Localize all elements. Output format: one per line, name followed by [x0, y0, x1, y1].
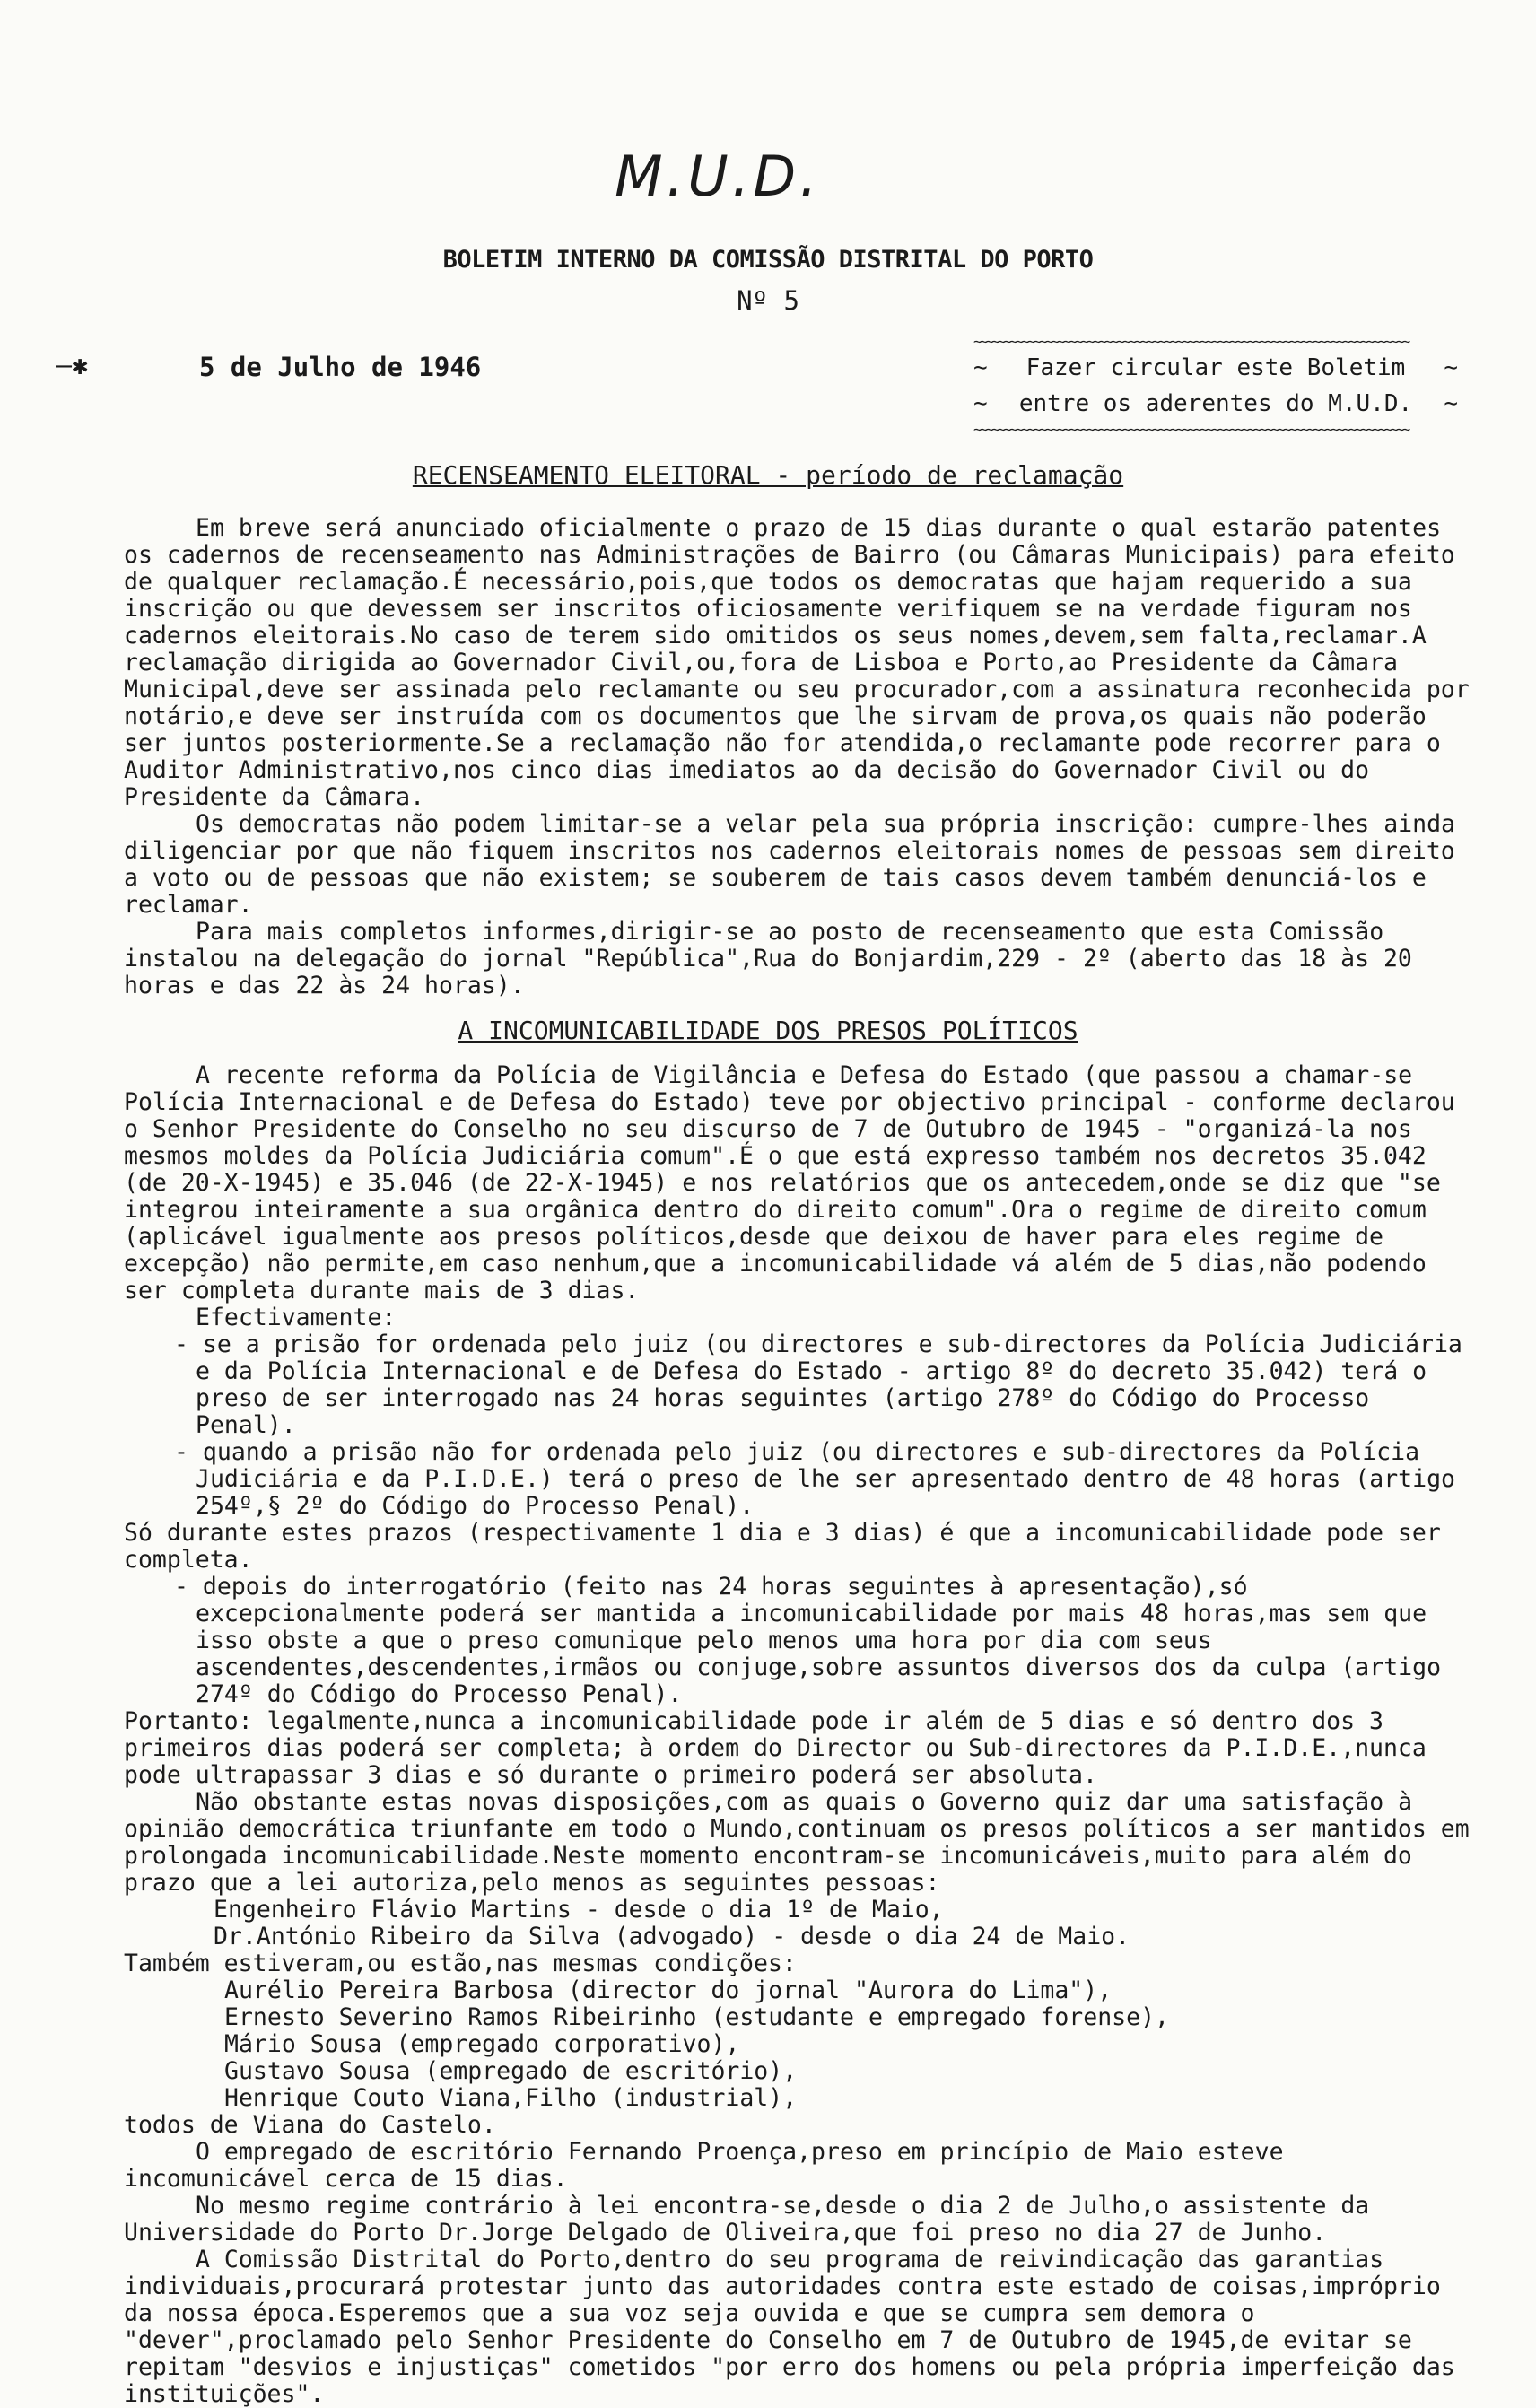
- section-incomunicabilidade-body: [124, 1062, 1474, 2408]
- issue-number: Nº 5: [737, 285, 799, 316]
- paragraph: Também estiveram,ou estão,nas mesmas condições:: [124, 1950, 797, 1977]
- section-recenseamento-body: [124, 515, 1474, 999]
- wavy-border-top: ∼∼∼∼∼∼∼∼∼∼∼∼∼∼∼∼∼∼∼∼∼∼∼∼∼∼∼∼∼∼∼∼∼∼∼∼∼∼∼∼∼∼∼∼∼∼∼∼∼∼∼∼∼∼∼∼∼∼∼∼∼∼∼∼∼∼∼∼∼∼∼∼∼: [973, 334, 1409, 350]
- list-item: Gustavo Sousa (empregado de escritório),: [224, 2057, 798, 2085]
- issue-date: 5 de Julho de 1946: [199, 352, 482, 382]
- document-title: M.U.D.: [615, 144, 821, 209]
- paragraph: No mesmo regime contrário à lei encontra-se,desde o dia 2 de Julho,o assistente da Universidade do Porto Dr.Jorge Delgado de Oliveira,que foi preso no dia 27 de Junho.: [124, 2192, 1370, 2247]
- list-item: Ernesto Severino Ramos Ribeirinho (estudante e empregado forense),: [224, 2003, 1169, 2031]
- bulletin-title: BOLETIM INTERNO DA COMISSÃO DISTRITAL DO PORTO: [442, 246, 1094, 274]
- paragraph: Só durante estes prazos (respectivamente 1 dia e 3 dias) é que a incomunicabilidade pode ser completa.: [124, 1519, 1441, 1574]
- paragraph: A recente reforma da Polícia de Vigilância e Defesa do Estado (que passou a chamar-se Polícia Internacional e de Defesa do Estado) teve por objectivo principal - conforme declarou o Senhor Presidente do Conselho no seu discurso de 7 de Outubro de 1945 - "organizá-la nos mesmos moldes da Polícia Judiciária comum".É o que está expresso também nos decretos 35.042 (de 20-X-1945) e 35.046 (de 22-X-1945) e nos relatórios que os antecedem,onde se diz que "se integrou inteiramente a sua orgânica dentro do direito comum".Ora o regime de direito comum (aplicável igualmente aos presos políticos,desde que deixou de haver para eles regime de excepção) não permite,em caso nenhum,que a incomunicabilidade vá além de 5 dias,não podendo ser completa durante mais de 3 dias.: [124, 1061, 1455, 1304]
- list-item: Henrique Couto Viana,Filho (industrial),: [224, 2084, 798, 2112]
- wavy-border-bottom: ∼∼∼∼∼∼∼∼∼∼∼∼∼∼∼∼∼∼∼∼∼∼∼∼∼∼∼∼∼∼∼∼∼∼∼∼∼∼∼∼∼∼∼∼∼∼∼∼∼∼∼∼∼∼∼∼∼∼∼∼∼∼∼∼∼∼∼∼∼∼∼∼∼: [973, 422, 1409, 438]
- list-item: Engenheiro Flávio Martins - desde o dia 1º de Maio,: [214, 1896, 944, 1924]
- notice-line-1: Fazer circular este Boletim: [1025, 354, 1406, 381]
- paragraph: Em breve será anunciado oficialmente o prazo de 15 dias durante o qual estarão patentes os cadernos de recenseamento nas Administrações de Bairro (ou Câmaras Municipais) para efeito de qualquer reclamação.É necessário,pois,que todos os democratas que hajam requerido a sua inscrição ou que devessem ser inscritos oficiosamente verifiquem se na verdade figuram nos cadernos eleitorais.No caso de terem sido omitidos os seus nomes,devem,sem falta,reclamar.A reclamação dirigida ao Governador Civil,ou,fora de Lisboa e Porto,ao Presidente da Câmara Municipal,deve ser assinada pelo reclamante ou seu procurador,com a assinatura reconhecida por notário,e deve ser instruída com os documentos que lhe sirvam de prova,os quais não poderão ser juntos posteriormente.Se a reclamação não for atendida,o reclamante pode recorrer para o Auditor Administrativo,nos cinco dias imediatos ao da decisão do Governador Civil ou do Presidente da Câmara.: [124, 514, 1470, 811]
- bullet-item: - se a prisão for ordenada pelo juiz (ou directores e sub-directores da Polícia Judiciária e da Polícia Internacional e de Defesa do Estado - artigo 8º do decreto 35.042) terá o preso de ser interrogado nas 24 horas seguintes (artigo 278º do Código do Processo Penal).: [174, 1331, 1462, 1439]
- section-heading-recenseamento: RECENSEAMENTO ELEITORAL - período de reclamação: [412, 460, 1124, 490]
- paragraph: O empregado de escritório Fernando Proença,preso em princípio de Maio esteve incomunicável cerca de 15 dias.: [124, 2138, 1284, 2193]
- paragraph: Efectivamente:: [196, 1304, 397, 1331]
- margin-arrow-mark: —✱: [56, 350, 89, 381]
- section-heading-incomunicabilidade: A INCOMUNICABILIDADE DOS PRESOS POLÍTICOS: [458, 1016, 1078, 1045]
- paragraph: Os democratas não podem limitar-se a velar pela sua própria inscrição: cumpre-lhes ainda diligenciar por que não fiquem inscritos nos cadernos eleitorais nomes de pessoas sem direito a voto ou de pessoas que não existem; se souberem de tais casos devem também denunciá-los e reclamar.: [124, 810, 1455, 919]
- paragraph: Portanto: legalmente,nunca a incomunicabilidade pode ir além de 5 dias e só dentro dos 3 primeiros dias poderá ser completa; à ordem do Director ou Sub-directores da P.I.D.E.,nunca pode ultrapassar 3 dias e só durante o primeiro poderá ser absoluta.: [124, 1707, 1427, 1789]
- paragraph: A Comissão Distrital do Porto,dentro do seu programa de reivindicação das garantias individuais,procurará protestar junto das autoridades contra este estado de coisas,impróprio da nossa época.Esperemos que a sua voz seja ouvida e que se cumpra sem demora o "dever",proclamado pelo Senhor Presidente do Conselho em 7 de Outubro de 1945,de evitar se repitam "desvios e injustiças" cometidos "por erro dos homens ou pela própria imperfeição das instituições".: [124, 2246, 1455, 2408]
- notice-line-2: entre os aderentes do M.U.D.: [1018, 390, 1413, 417]
- circulation-notice: ∼∼∼∼∼∼∼∼∼∼∼∼∼∼∼∼∼∼∼∼∼∼∼∼∼∼∼∼∼∼∼∼∼∼∼∼∼∼∼∼∼∼∼∼∼∼∼∼∼∼∼∼∼∼∼∼∼∼∼∼∼∼∼∼∼∼∼∼∼∼∼∼∼ ∼ Fazer circular este Boletim ∼ ∼ entre os aderentes do M.U.D. ∼ ∼∼∼∼∼∼∼∼∼∼∼∼∼∼∼∼∼∼∼∼∼∼∼∼∼∼∼∼∼∼∼∼∼∼∼∼∼∼∼∼∼∼∼∼∼∼∼∼∼∼∼∼∼∼∼∼∼∼∼∼∼∼∼∼∼∼∼∼∼∼∼∼∼: [973, 334, 1458, 438]
- paragraph: todos de Viana do Castelo.: [124, 2111, 496, 2139]
- paragraph: Para mais completos informes,dirigir-se ao posto de recenseamento que esta Comissão instalou na delegação do jornal "República",Rua do Bonjardim,229 - 2º (aberto das 18 às 20 horas e das 22 às 24 horas).: [124, 918, 1412, 999]
- bullet-item: - depois do interrogatório (feito nas 24 horas seguintes à apresentação),só excepcionalmente poderá ser mantida a incomunicabilidade por mais 48 horas,mas sem que isso obste a que o preso comunique pelo menos uma hora por dia com seus ascendentes,descendentes,irmãos ou conjuge,sobre assuntos diversos dos da culpa (artigo 274º do Código do Processo Penal).: [174, 1573, 1442, 1708]
- list-item: Aurélio Pereira Barbosa (director do jornal "Aurora do Lima"),: [224, 1976, 1113, 2004]
- paragraph: Não obstante estas novas disposições,com as quais o Governo quiz dar uma satisfação à opinião democrática triunfante em todo o Mundo,continuam os presos políticos a ser mantidos em prolongada incomunicabilidade.Neste momento encontram-se incomunicáveis,muito para além do prazo que a lei autoriza,pelo menos as seguintes pessoas:: [124, 1788, 1470, 1897]
- bullet-item: - quando a prisão não for ordenada pelo juiz (ou directores e sub-directores da Polícia Judiciária e da P.I.D.E.) terá o preso de lhe ser apresentado dentro de 48 horas (artigo 254º,§ 2º do Código do Processo Penal).: [174, 1438, 1455, 1520]
- list-item: Mário Sousa (empregado corporativo),: [224, 2030, 740, 2058]
- list-item: Dr.António Ribeiro da Silva (advogado) - desde o dia 24 de Maio.: [214, 1923, 1130, 1950]
